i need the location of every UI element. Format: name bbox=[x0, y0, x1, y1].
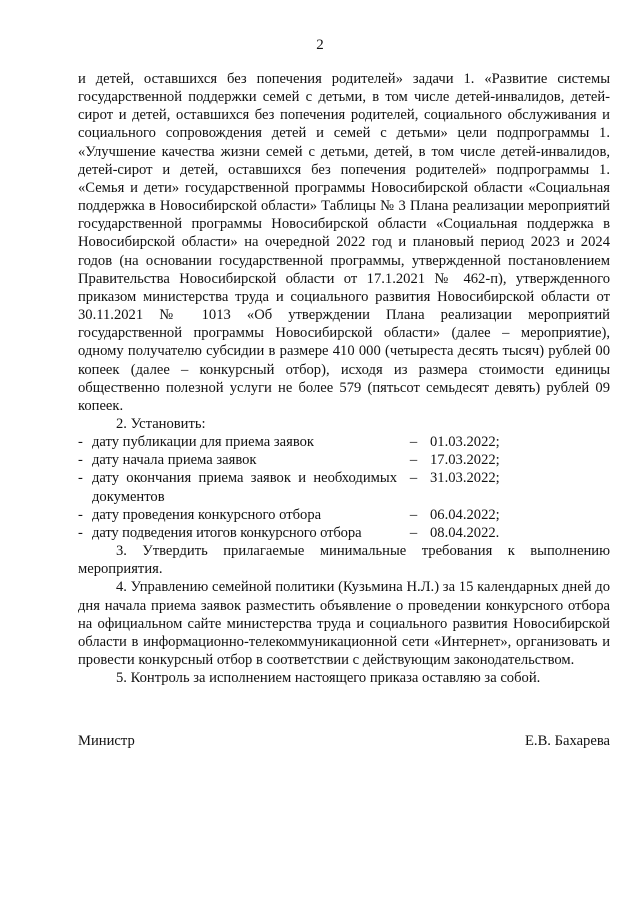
item-3-paragraph: 3. Утвердить прилагаемые минимальные требования к выполнению мероприятия. bbox=[78, 543, 610, 578]
date-item-label: дату проведения конкурсного отбора bbox=[92, 506, 322, 523]
date-item-end bbox=[78, 469, 610, 505]
list-dash: – bbox=[409, 470, 418, 487]
list-dash: – bbox=[409, 524, 418, 541]
date-item-label: дату окончания приема заявок и необходимых документов bbox=[92, 470, 397, 505]
date-item-results bbox=[78, 524, 610, 542]
list-bullet: - bbox=[78, 506, 83, 523]
list-dash: – bbox=[409, 506, 418, 523]
list-bullet: - bbox=[78, 434, 83, 451]
date-item-start bbox=[78, 451, 610, 469]
date-item-label: дату публикации для приема заявок bbox=[92, 434, 315, 451]
signature-block bbox=[78, 732, 610, 750]
date-item-label: дату начала приема заявок bbox=[92, 452, 257, 469]
item-5-paragraph: 5. Контроль за исполнением настоящего приказа оставляю за собой. bbox=[116, 670, 541, 687]
date-item-value: 17.03.2022; bbox=[430, 452, 500, 469]
list-bullet: - bbox=[78, 470, 83, 487]
signature-name: Е.В. Бахарева bbox=[525, 733, 610, 749]
date-item-selection bbox=[78, 506, 610, 524]
intro-paragraph: и детей, оставшихся без попечения родителей» задачи 1. «Развитие системы государственной поддержки семей с детьми, в том числе детей-инвалидов, детей-сирот и детей, оставшихся без попечения родителей, социального обслуживания и социального сопровождения детей и семей с детьми» цели подпрограммы 1. «Улучшение качества жизни семей с детьми, детей, в том числе детей-инвалидов, детей-сирот и детей, оставшихся без попечения родителей» подпрограммы 1. «Семья и дети» государственной программы Новосибирской области «Социальная поддержка в Новосибирской области» Таблицы № 3 Плана реализации мероприятий государственной программы Новосибирской области «Социальная поддержка в Новосибирской области» на очередной 2022 год и плановый период 2023 и 2024 годов (на основании государственной программы, утвержденной постановлением Правительства Новосибирской области от 17.1.2021 № 462-п), утвержденного приказом министерства труда и социального развития Новосибирской области от 30.11.2021 № 1013 «Об утверждении Плана реализации мероприятий государственной программы Новосибирской области» (далее – мероприятие), одному получателю субсидии в размере 410 000 (четыреста десять тысяч) рублей 00 копеек (далее – конкурсный отбор), исходя из размера стоимости единицы общественно полезной услуги не более 579 (пятьсот семьдесят девять) рублей 09 копеек. bbox=[78, 71, 610, 414]
list-bullet: - bbox=[78, 452, 83, 469]
item-2-heading: 2. Установить: bbox=[116, 415, 206, 432]
date-item-value: 06.04.2022; bbox=[430, 506, 500, 523]
date-list bbox=[78, 433, 610, 542]
page-number: 2 bbox=[316, 37, 324, 53]
date-item-label: дату подведения итогов конкурсного отбора bbox=[92, 524, 362, 541]
date-item-value: 31.03.2022; bbox=[430, 470, 500, 487]
document-body bbox=[78, 70, 610, 687]
date-item-value: 08.04.2022. bbox=[430, 524, 500, 541]
list-dash: – bbox=[409, 434, 418, 451]
list-bullet: - bbox=[78, 524, 83, 541]
list-dash: – bbox=[409, 452, 418, 469]
date-item-publication bbox=[78, 433, 610, 451]
date-item-value: 01.03.2022; bbox=[430, 434, 500, 451]
signature-position: Министр bbox=[78, 733, 135, 749]
item-4-paragraph: 4. Управлению семейной политики (Кузьмина Н.Л.) за 15 календарных дней до дня начала приема заявок разместить объявление о проведении конкурсного отбора на официальном сайте министерства труда и социального развития Новосибирской области в информационно-телекоммуникационной сети «Интернет», организовать и провести конкурсный отбор в соответствии с действующим законодательством. bbox=[78, 579, 610, 668]
